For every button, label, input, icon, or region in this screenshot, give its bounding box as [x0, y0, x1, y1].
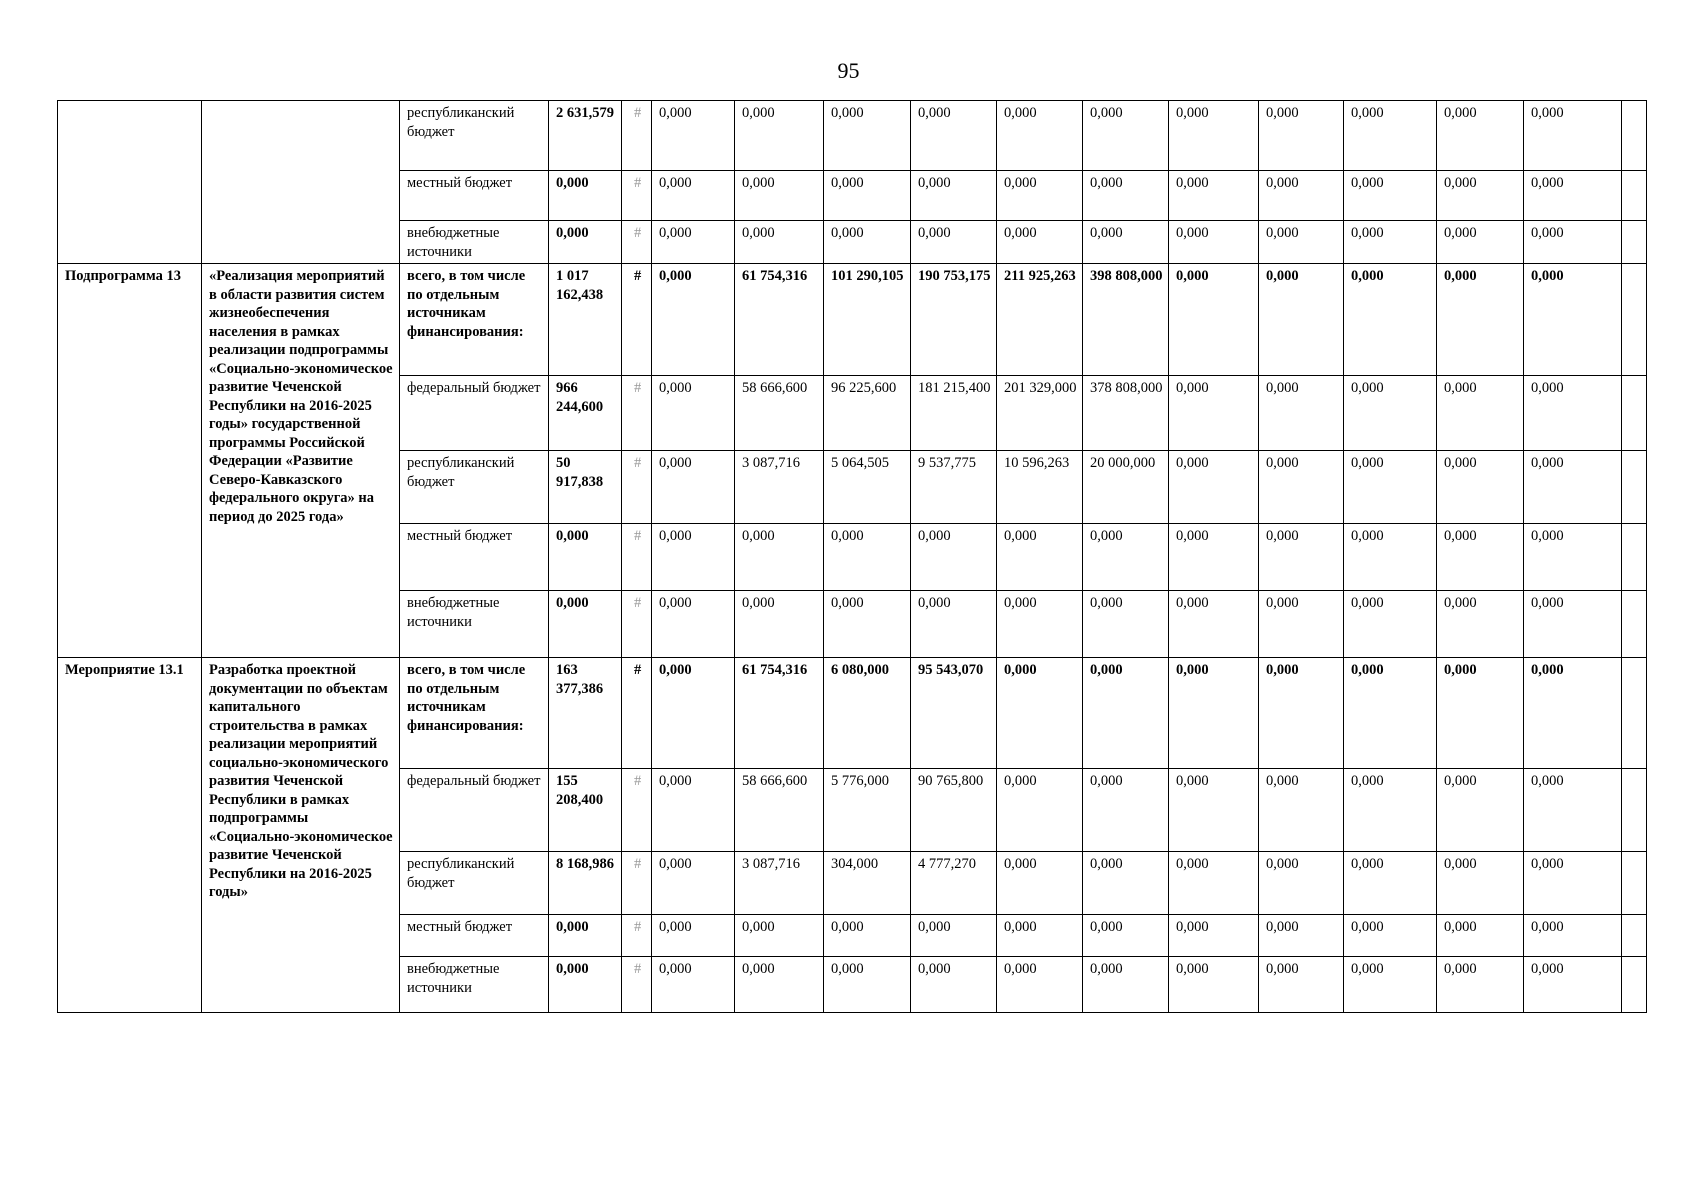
value-cell: 0,000 — [1259, 171, 1344, 221]
value-cell: 0,000 — [735, 957, 824, 1013]
value-cell: 0,000 — [1259, 591, 1344, 658]
value-cell: 0,000 — [1344, 852, 1437, 915]
title-cell — [202, 101, 400, 264]
value-cell: 0,000 — [735, 915, 824, 957]
value-cell: 0,000 — [1259, 264, 1344, 376]
value-cell: 0,000 — [1437, 915, 1524, 957]
funding-source-cell: внебюджетные источники — [400, 957, 549, 1013]
hash-cell: # — [622, 376, 652, 451]
label-cell — [58, 101, 202, 264]
value-cell: 0,000 — [1259, 101, 1344, 171]
value-cell: 0,000 — [1524, 769, 1622, 852]
value-cell: 101 290,105 — [824, 264, 911, 376]
funding-source-cell: всего, в том числе по отдельным источникам финансирования: — [400, 264, 549, 376]
value-cell: 0,000 — [1169, 451, 1259, 524]
hash-cell: # — [622, 101, 652, 171]
subprogram-title: «Реализация мероприятий в области развития систем жизнеобеспечения населения в рамках реализации подпрограммы «Социально-экономическое развитие Чеченской Республики на 2016-2025 годы» государственной программы Российской Федерации «Развитие Северо-Кавказского федерального округа» на период до 2025 года» — [202, 264, 400, 658]
value-cell: 0,000 — [1259, 451, 1344, 524]
value-cell: 0,000 — [652, 171, 735, 221]
total-cell: 50 917,838 — [549, 451, 622, 524]
value-cell: 96 225,600 — [824, 376, 911, 451]
value-cell: 0,000 — [1259, 376, 1344, 451]
table-row — [58, 658, 1647, 769]
value-cell: 0,000 — [652, 658, 735, 769]
value-cell: 0,000 — [824, 915, 911, 957]
value-cell: 0,000 — [1437, 769, 1524, 852]
hash-cell: # — [622, 221, 652, 264]
end-cell — [1622, 101, 1647, 171]
value-cell: 0,000 — [1344, 376, 1437, 451]
hash-cell: # — [622, 451, 652, 524]
value-cell: 0,000 — [1083, 591, 1169, 658]
value-cell: 0,000 — [997, 221, 1083, 264]
value-cell: 0,000 — [1344, 221, 1437, 264]
value-cell: 0,000 — [652, 957, 735, 1013]
value-cell: 0,000 — [652, 451, 735, 524]
value-cell: 0,000 — [1437, 171, 1524, 221]
value-cell: 0,000 — [652, 221, 735, 264]
funding-source-cell: местный бюджет — [400, 524, 549, 591]
end-cell — [1622, 451, 1647, 524]
value-cell: 0,000 — [1524, 957, 1622, 1013]
value-cell: 0,000 — [1437, 264, 1524, 376]
hash-cell: # — [622, 769, 652, 852]
value-cell: 0,000 — [997, 769, 1083, 852]
value-cell: 0,000 — [1524, 171, 1622, 221]
value-cell: 0,000 — [997, 171, 1083, 221]
end-cell — [1622, 591, 1647, 658]
value-cell: 6 080,000 — [824, 658, 911, 769]
funding-source-cell: местный бюджет — [400, 915, 549, 957]
measure-label: Мероприятие 13.1 — [58, 658, 202, 1013]
value-cell: 378 808,000 — [1083, 376, 1169, 451]
value-cell: 0,000 — [1169, 769, 1259, 852]
funding-source-cell: республиканский бюджет — [400, 852, 549, 915]
value-cell: 0,000 — [1524, 101, 1622, 171]
value-cell: 0,000 — [1083, 769, 1169, 852]
value-cell: 0,000 — [735, 524, 824, 591]
total-cell: 0,000 — [549, 171, 622, 221]
value-cell: 0,000 — [997, 101, 1083, 171]
value-cell: 0,000 — [824, 957, 911, 1013]
value-cell: 0,000 — [1259, 524, 1344, 591]
value-cell: 0,000 — [1169, 957, 1259, 1013]
value-cell: 0,000 — [997, 658, 1083, 769]
value-cell: 0,000 — [1344, 957, 1437, 1013]
value-cell: 0,000 — [1259, 769, 1344, 852]
value-cell: 0,000 — [1344, 915, 1437, 957]
funding-source-cell: республиканский бюджет — [400, 451, 549, 524]
funding-source-cell: федеральный бюджет — [400, 376, 549, 451]
value-cell: 0,000 — [911, 524, 997, 591]
value-cell: 0,000 — [1259, 915, 1344, 957]
value-cell: 0,000 — [824, 591, 911, 658]
value-cell: 0,000 — [1169, 915, 1259, 957]
value-cell: 0,000 — [1524, 221, 1622, 264]
value-cell: 0,000 — [652, 524, 735, 591]
value-cell: 0,000 — [1524, 852, 1622, 915]
value-cell: 0,000 — [911, 957, 997, 1013]
value-cell: 0,000 — [1344, 451, 1437, 524]
end-cell — [1622, 264, 1647, 376]
value-cell: 0,000 — [1437, 957, 1524, 1013]
value-cell: 0,000 — [652, 264, 735, 376]
value-cell: 0,000 — [1524, 264, 1622, 376]
end-cell — [1622, 171, 1647, 221]
total-cell: 0,000 — [549, 524, 622, 591]
hash-cell: # — [622, 957, 652, 1013]
hash-cell: # — [622, 658, 652, 769]
value-cell: 0,000 — [1083, 658, 1169, 769]
value-cell: 0,000 — [1437, 591, 1524, 658]
value-cell: 0,000 — [1169, 101, 1259, 171]
funding-source-cell: всего, в том числе по отдельным источникам финансирования: — [400, 658, 549, 769]
value-cell: 4 777,270 — [911, 852, 997, 915]
value-cell: 0,000 — [1524, 524, 1622, 591]
value-cell: 0,000 — [1259, 658, 1344, 769]
end-cell — [1622, 957, 1647, 1013]
value-cell: 0,000 — [1344, 524, 1437, 591]
value-cell: 398 808,000 — [1083, 264, 1169, 376]
value-cell: 0,000 — [1083, 171, 1169, 221]
value-cell: 0,000 — [997, 591, 1083, 658]
value-cell: 0,000 — [735, 101, 824, 171]
measure-title: Разработка проектной документации по объектам капитального строительства в рамках реализации мероприятий социально-экономического развития Чеченской Республики в рамках подпрограммы «Социально-экономическое развитие Чеченской Республики на 2016-2025 годы» — [202, 658, 400, 1013]
value-cell: 3 087,716 — [735, 451, 824, 524]
value-cell: 0,000 — [1169, 221, 1259, 264]
value-cell: 0,000 — [1259, 957, 1344, 1013]
value-cell: 0,000 — [652, 769, 735, 852]
value-cell: 61 754,316 — [735, 264, 824, 376]
value-cell: 0,000 — [1083, 852, 1169, 915]
value-cell: 0,000 — [1524, 591, 1622, 658]
value-cell: 201 329,000 — [997, 376, 1083, 451]
value-cell: 0,000 — [1169, 658, 1259, 769]
value-cell: 0,000 — [911, 101, 997, 171]
total-cell: 2 631,579 — [549, 101, 622, 171]
value-cell: 0,000 — [1437, 221, 1524, 264]
value-cell: 0,000 — [735, 221, 824, 264]
funding-source-cell: федеральный бюджет — [400, 769, 549, 852]
total-cell: 1 017 162,438 — [549, 264, 622, 376]
value-cell: 0,000 — [1169, 376, 1259, 451]
value-cell: 61 754,316 — [735, 658, 824, 769]
end-cell — [1622, 915, 1647, 957]
value-cell: 0,000 — [1169, 524, 1259, 591]
end-cell — [1622, 221, 1647, 264]
value-cell: 0,000 — [1437, 101, 1524, 171]
end-cell — [1622, 524, 1647, 591]
table-row — [58, 264, 1647, 376]
value-cell: 0,000 — [1169, 852, 1259, 915]
value-cell: 0,000 — [1437, 658, 1524, 769]
value-cell: 0,000 — [1083, 101, 1169, 171]
value-cell: 0,000 — [824, 221, 911, 264]
value-cell: 0,000 — [652, 101, 735, 171]
value-cell: 0,000 — [1169, 264, 1259, 376]
value-cell: 211 925,263 — [997, 264, 1083, 376]
funding-source-cell: внебюджетные источники — [400, 591, 549, 658]
funding-source-cell: местный бюджет — [400, 171, 549, 221]
value-cell: 58 666,600 — [735, 376, 824, 451]
total-cell: 0,000 — [549, 221, 622, 264]
value-cell: 0,000 — [652, 915, 735, 957]
end-cell — [1622, 852, 1647, 915]
value-cell: 0,000 — [911, 915, 997, 957]
value-cell: 0,000 — [824, 524, 911, 591]
value-cell: 190 753,175 — [911, 264, 997, 376]
total-cell: 0,000 — [549, 957, 622, 1013]
hash-cell: # — [622, 915, 652, 957]
value-cell: 0,000 — [1169, 591, 1259, 658]
value-cell: 0,000 — [997, 524, 1083, 591]
hash-cell: # — [622, 591, 652, 658]
total-cell: 163 377,386 — [549, 658, 622, 769]
value-cell: 0,000 — [997, 852, 1083, 915]
value-cell: 0,000 — [824, 101, 911, 171]
value-cell: 0,000 — [824, 171, 911, 221]
value-cell: 0,000 — [911, 171, 997, 221]
value-cell: 304,000 — [824, 852, 911, 915]
value-cell: 9 537,775 — [911, 451, 997, 524]
value-cell: 0,000 — [1344, 658, 1437, 769]
value-cell: 0,000 — [652, 376, 735, 451]
value-cell: 0,000 — [1344, 171, 1437, 221]
value-cell: 0,000 — [1437, 852, 1524, 915]
end-cell — [1622, 376, 1647, 451]
value-cell: 0,000 — [1524, 451, 1622, 524]
value-cell: 20 000,000 — [1083, 451, 1169, 524]
table-row — [58, 101, 1647, 171]
total-cell: 966 244,600 — [549, 376, 622, 451]
total-cell: 155 208,400 — [549, 769, 622, 852]
value-cell: 0,000 — [997, 957, 1083, 1013]
value-cell: 0,000 — [1524, 915, 1622, 957]
hash-cell: # — [622, 852, 652, 915]
funding-source-cell: внебюджетные источники — [400, 221, 549, 264]
value-cell: 0,000 — [1083, 524, 1169, 591]
value-cell: 3 087,716 — [735, 852, 824, 915]
hash-cell: # — [622, 524, 652, 591]
total-cell: 8 168,986 — [549, 852, 622, 915]
value-cell: 0,000 — [911, 221, 997, 264]
value-cell: 0,000 — [1524, 376, 1622, 451]
budget-table — [57, 100, 1647, 1013]
value-cell: 0,000 — [652, 852, 735, 915]
value-cell: 0,000 — [1344, 769, 1437, 852]
value-cell: 0,000 — [1083, 957, 1169, 1013]
value-cell: 5 776,000 — [824, 769, 911, 852]
value-cell: 0,000 — [1437, 524, 1524, 591]
page-number: 95 — [837, 58, 860, 83]
value-cell: 0,000 — [911, 591, 997, 658]
total-cell: 0,000 — [549, 591, 622, 658]
hash-cell: # — [622, 264, 652, 376]
value-cell: 0,000 — [1083, 915, 1169, 957]
end-cell — [1622, 658, 1647, 769]
value-cell: 0,000 — [1344, 101, 1437, 171]
hash-cell: # — [622, 171, 652, 221]
value-cell: 0,000 — [1437, 451, 1524, 524]
value-cell: 58 666,600 — [735, 769, 824, 852]
value-cell: 0,000 — [735, 171, 824, 221]
value-cell: 181 215,400 — [911, 376, 997, 451]
value-cell: 0,000 — [1259, 221, 1344, 264]
funding-source-cell: республиканский бюджет — [400, 101, 549, 171]
value-cell: 5 064,505 — [824, 451, 911, 524]
value-cell: 0,000 — [1524, 658, 1622, 769]
value-cell: 0,000 — [1344, 264, 1437, 376]
value-cell: 10 596,263 — [997, 451, 1083, 524]
value-cell: 0,000 — [1169, 171, 1259, 221]
value-cell: 0,000 — [652, 591, 735, 658]
total-cell: 0,000 — [549, 915, 622, 957]
value-cell: 90 765,800 — [911, 769, 997, 852]
subprogram-label: Подпрограмма 13 — [58, 264, 202, 658]
value-cell: 0,000 — [1344, 591, 1437, 658]
value-cell: 95 543,070 — [911, 658, 997, 769]
value-cell: 0,000 — [1259, 852, 1344, 915]
value-cell: 0,000 — [997, 915, 1083, 957]
value-cell: 0,000 — [1083, 221, 1169, 264]
end-cell — [1622, 769, 1647, 852]
value-cell: 0,000 — [1437, 376, 1524, 451]
value-cell: 0,000 — [735, 591, 824, 658]
